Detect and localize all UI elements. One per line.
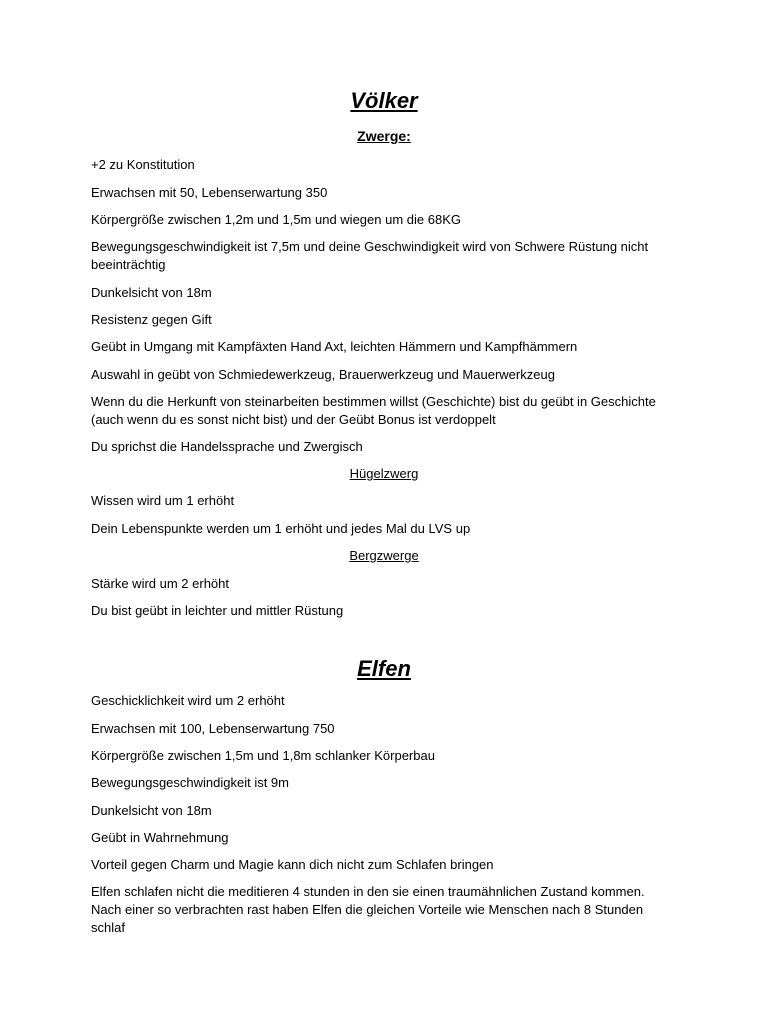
heading-zwerge: Zwerge: — [357, 128, 411, 144]
dwarf-trait-1: +2 zu Konstitution — [91, 157, 195, 172]
title-elfen: Elfen — [357, 656, 411, 681]
dwarf-trait-8: Auswahl in geübt von Schmiedewerkzeug, Brauerwerkzeug und Mauerwerkzeug — [91, 367, 555, 382]
heading-huegelzwerg: Hügelzwerg — [349, 466, 419, 481]
elf-trait-8: Elfen schlafen nicht die meditieren 4 stunden in den sie einen traumähnlichen Zustand kommen. Nach einer so verbrachten rast haben Elfen die gleichen Vorteile wie Menschen nach 8 Stunden schlaf — [91, 884, 645, 935]
heading-bergzwerge: Bergzwerge — [349, 548, 419, 563]
dwarf-trait-2: Erwachsen mit 50, Lebenserwartung 350 — [91, 185, 328, 200]
hill-dwarf-trait-2: Dein Lebenspunkte werden um 1 erhöht und jedes Mal du LVS up — [91, 521, 471, 536]
elf-trait-4: Bewegungsgeschwindigkeit ist 9m — [91, 775, 289, 790]
dwarf-trait-9: Wenn du die Herkunft von steinarbeiten bestimmen willst (Geschichte) bist du geübt in Geschichte (auch wenn du es sonst nicht bist) und der Geübt Bonus ist verdoppelt — [91, 394, 656, 427]
elf-trait-7: Vorteil gegen Charm und Magie kann dich nicht zum Schlafen bringen — [91, 857, 494, 872]
elf-trait-3: Körpergröße zwischen 1,5m und 1,8m schlanker Körperbau — [91, 748, 435, 763]
title-voelker: Völker — [350, 88, 418, 113]
mountain-dwarf-trait-1: Stärke wird um 2 erhöht — [91, 576, 230, 591]
dwarf-trait-7: Geübt in Umgang mit Kampfäxten Hand Axt, leichten Hämmern und Kampfhämmern — [91, 339, 578, 354]
dwarf-trait-6: Resistenz gegen Gift — [91, 312, 212, 327]
mountain-dwarf-trait-2: Du bist geübt in leichter und mittler Rüstung — [91, 603, 344, 618]
elf-trait-6: Geübt in Wahrnehmung — [91, 830, 229, 845]
hill-dwarf-trait-1: Wissen wird um 1 erhöht — [91, 493, 235, 508]
dwarf-trait-3: Körpergröße zwischen 1,2m und 1,5m und wiegen um die 68KG — [91, 212, 461, 227]
elf-trait-1: Geschicklichkeit wird um 2 erhöht — [91, 693, 285, 708]
elf-trait-5: Dunkelsicht von 18m — [91, 803, 212, 818]
elf-trait-2: Erwachsen mit 100, Lebenserwartung 750 — [91, 721, 335, 736]
dwarf-trait-10: Du sprichst die Handelssprache und Zwergisch — [91, 439, 363, 454]
dwarf-trait-4: Bewegungsgeschwindigkeit ist 7,5m und deine Geschwindigkeit wird von Schwere Rüstung nicht beeinträchtig — [91, 239, 649, 272]
dwarf-trait-5: Dunkelsicht von 18m — [91, 285, 212, 300]
